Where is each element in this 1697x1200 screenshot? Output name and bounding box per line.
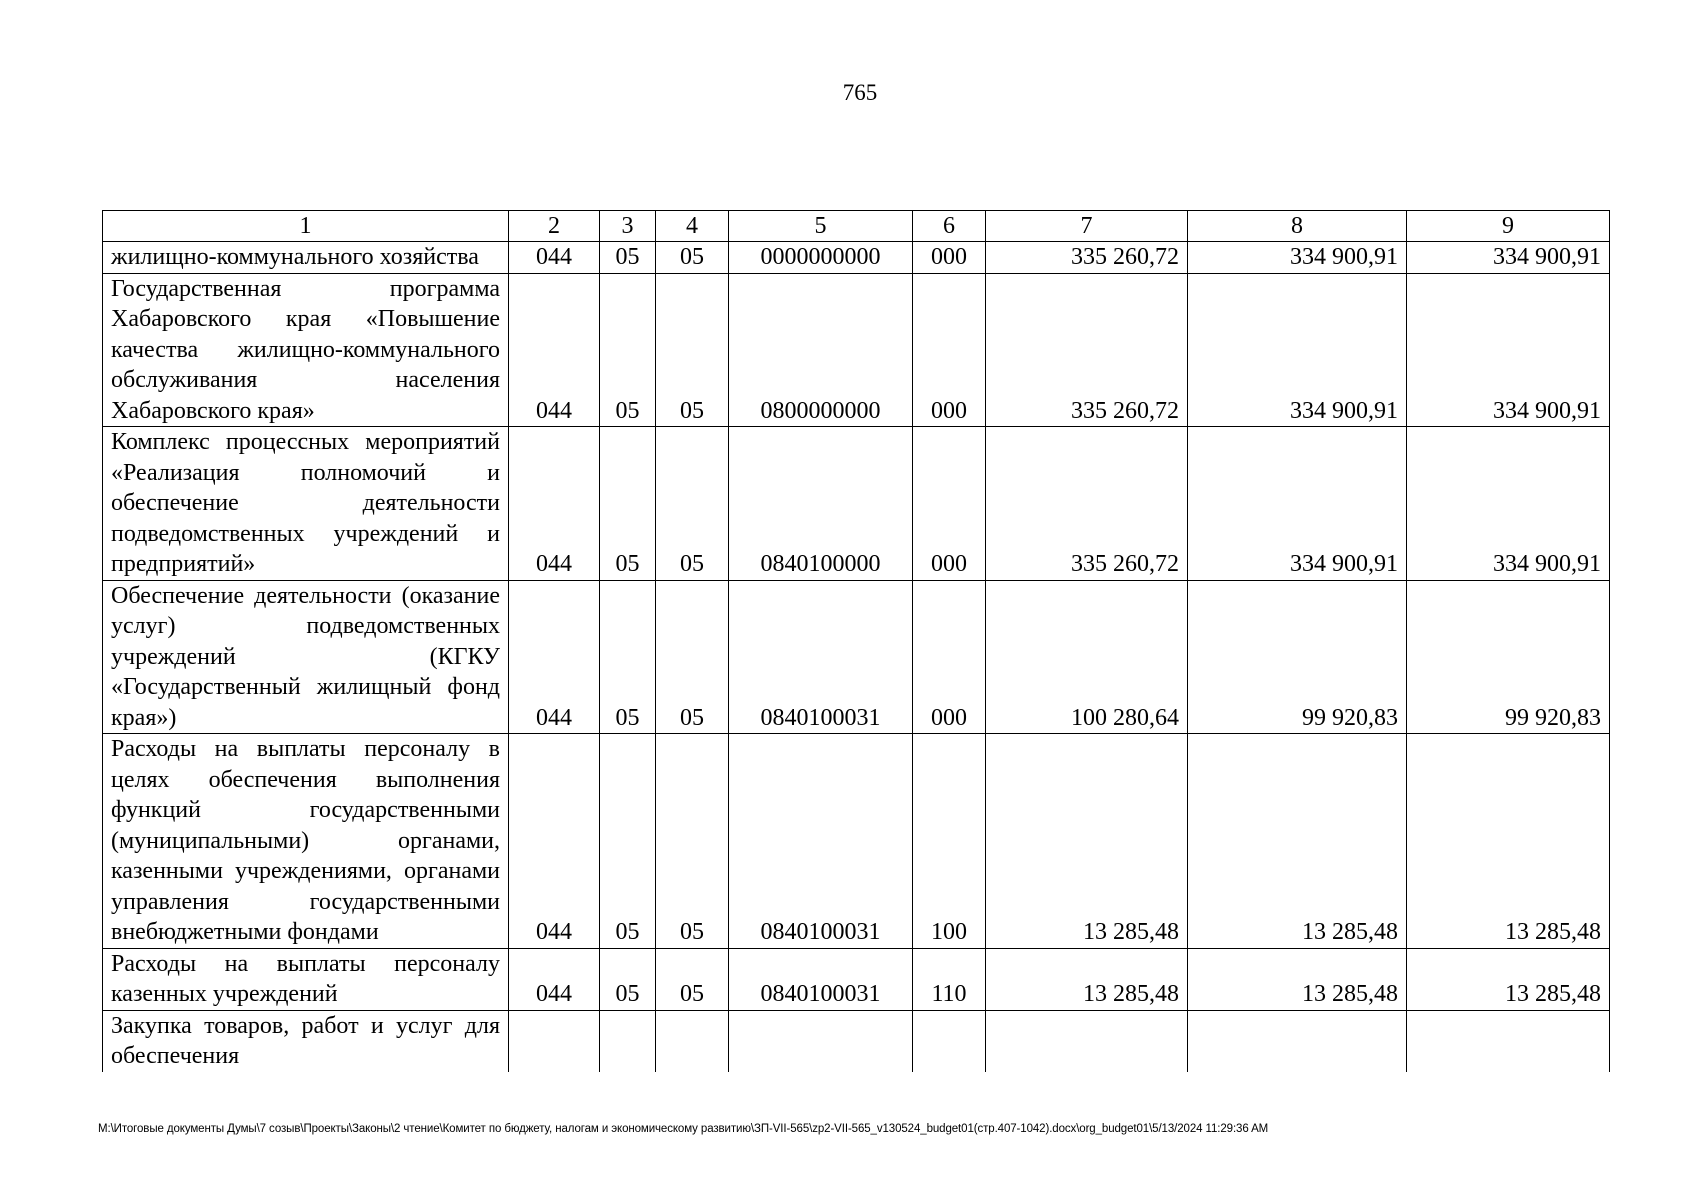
column-header: 2 (509, 211, 600, 242)
ministry-code: 044 (509, 427, 600, 581)
section-code: 05 (600, 427, 656, 581)
section-code: 05 (600, 580, 656, 734)
ministry-code: 044 (509, 273, 600, 427)
table-row (103, 242, 1610, 274)
ministry-code (509, 1010, 600, 1072)
amount-column-9: 334 900,91 (1407, 273, 1610, 427)
section-code: 05 (600, 734, 656, 949)
column-header: 1 (103, 211, 509, 242)
expense-name: Комплекс процессных мероприятий «Реализация полномочий и обеспечение деятельности подведомственных учреждений и предприятий» (103, 427, 509, 581)
amount-column-9: 13 285,48 (1407, 948, 1610, 1010)
expense-name: Расходы на выплаты персоналу казенных учреждений (103, 948, 509, 1010)
amount-column-8: 334 900,91 (1188, 427, 1407, 581)
amount-column-9: 99 920,83 (1407, 580, 1610, 734)
expense-type-code (913, 1010, 986, 1072)
amount-column-7: 335 260,72 (986, 242, 1188, 274)
amount-column-8: 334 900,91 (1188, 242, 1407, 274)
subsection-code: 05 (656, 948, 729, 1010)
table-row (103, 580, 1610, 734)
expense-type-code: 000 (913, 580, 986, 734)
amount-column-8: 334 900,91 (1188, 273, 1407, 427)
amount-column-9 (1407, 1010, 1610, 1072)
subsection-code (656, 1010, 729, 1072)
column-header: 3 (600, 211, 656, 242)
amount-column-7: 13 285,48 (986, 948, 1188, 1010)
section-code: 05 (600, 242, 656, 274)
table-row (103, 1010, 1610, 1072)
expense-name: жилищно-коммунального хозяйства (103, 242, 509, 274)
amount-column-9: 334 900,91 (1407, 427, 1610, 581)
column-header: 9 (1407, 211, 1610, 242)
subsection-code: 05 (656, 273, 729, 427)
target-article-code (729, 1010, 913, 1072)
target-article-code: 0840100031 (729, 734, 913, 949)
table-row (103, 948, 1610, 1010)
column-header: 8 (1188, 211, 1407, 242)
column-header: 5 (729, 211, 913, 242)
expense-name: Государственная программа Хабаровского края «Повышение качества жилищно-коммунального обслуживания населения Хабаровского края» (103, 273, 509, 427)
target-article-code: 0840100031 (729, 948, 913, 1010)
budget-table (102, 210, 1610, 1072)
amount-column-7: 13 285,48 (986, 734, 1188, 949)
amount-column-8: 99 920,83 (1188, 580, 1407, 734)
table-row (103, 273, 1610, 427)
expense-type-code: 000 (913, 427, 986, 581)
target-article-code: 0800000000 (729, 273, 913, 427)
column-header: 4 (656, 211, 729, 242)
expense-name: Закупка товаров, работ и услуг для обеспечения (103, 1010, 509, 1072)
amount-column-8: 13 285,48 (1188, 948, 1407, 1010)
column-header: 7 (986, 211, 1188, 242)
expense-type-code: 000 (913, 242, 986, 274)
table-header-row (103, 211, 1610, 242)
subsection-code: 05 (656, 427, 729, 581)
expense-type-code: 110 (913, 948, 986, 1010)
section-code: 05 (600, 273, 656, 427)
amount-column-8 (1188, 1010, 1407, 1072)
expense-name: Расходы на выплаты персоналу в целях обеспечения выполнения функций государственными (муниципальными) органами, казенными учреждениями, органами управления государственными внебюджетными фондами (103, 734, 509, 949)
footer-file-path: M:\Итоговые документы Думы\7 созыв\Проекты\Законы\2 чтение\Комитет по бюджету, налогам и экономическому развитию\ЗП-VII-565\zp2-VII-565_v130524_budget01(стр.407-1042).docx\org_budget01\5/13/2024 11:29:36 AM (98, 1123, 1269, 1135)
ministry-code: 044 (509, 948, 600, 1010)
expense-type-code: 000 (913, 273, 986, 427)
amount-column-7: 100 280,64 (986, 580, 1188, 734)
target-article-code: 0840100000 (729, 427, 913, 581)
ministry-code: 044 (509, 734, 600, 949)
amount-column-7 (986, 1010, 1188, 1072)
amount-column-7: 335 260,72 (986, 273, 1188, 427)
amount-column-8: 13 285,48 (1188, 734, 1407, 949)
expense-type-code: 100 (913, 734, 986, 949)
target-article-code: 0840100031 (729, 580, 913, 734)
amount-column-9: 13 285,48 (1407, 734, 1610, 949)
table-row (103, 427, 1610, 581)
column-header: 6 (913, 211, 986, 242)
ministry-code: 044 (509, 242, 600, 274)
subsection-code: 05 (656, 734, 729, 949)
section-code (600, 1010, 656, 1072)
page-number: 765 (842, 80, 878, 105)
expense-name: Обеспечение деятельности (оказание услуг) подведомственных учреждений (КГКУ «Государственный жилищный фонд края») (103, 580, 509, 734)
target-article-code: 0000000000 (729, 242, 913, 274)
table-row (103, 734, 1610, 949)
amount-column-7: 335 260,72 (986, 427, 1188, 581)
subsection-code: 05 (656, 242, 729, 274)
ministry-code: 044 (509, 580, 600, 734)
amount-column-9: 334 900,91 (1407, 242, 1610, 274)
subsection-code: 05 (656, 580, 729, 734)
section-code: 05 (600, 948, 656, 1010)
